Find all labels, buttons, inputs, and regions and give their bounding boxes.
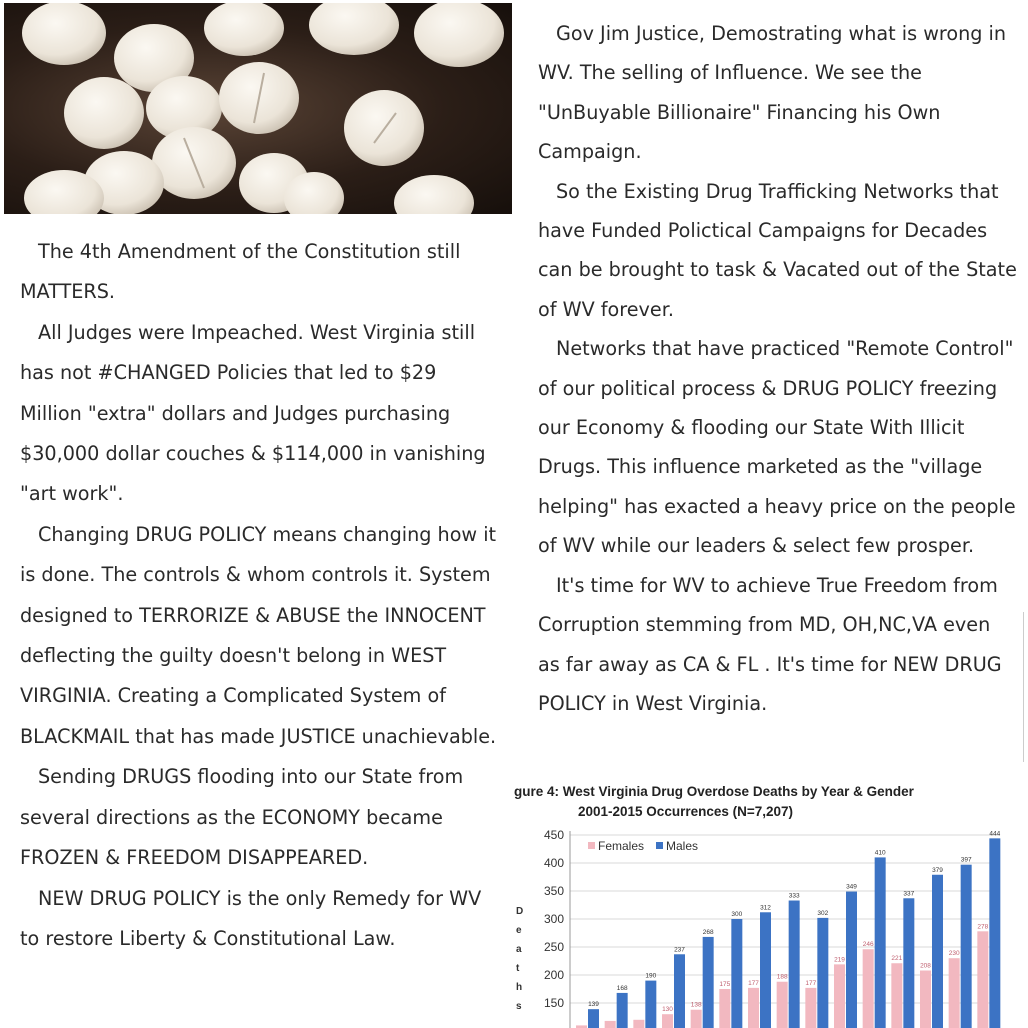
left-paragraph-5: NEW DRUG POLICY is the only Remedy for WV to restore Liberty & Constitutional Law. <box>20 886 482 950</box>
y-tick-label: 250 <box>543 940 564 954</box>
bar-males <box>961 865 972 1028</box>
bar-males <box>588 1009 599 1028</box>
bar-males <box>760 912 771 1028</box>
data-label: 219 <box>834 956 845 964</box>
right-text-column <box>538 14 1018 723</box>
data-label: 138 <box>690 1001 702 1009</box>
y-tick-label: 400 <box>543 856 564 870</box>
bar-females <box>863 949 874 1028</box>
bar-males <box>703 937 714 1028</box>
left-paragraph-4: Sending DRUGS flooding into our State from several directions as the ECONOMY became FROZEN & FREEDOM DISAPPEARED. <box>20 765 464 870</box>
y-tick-label: 150 <box>543 996 564 1010</box>
bar-males <box>846 892 857 1028</box>
y-axis-label: e <box>516 925 522 936</box>
bar-females <box>605 1021 616 1028</box>
bar-males <box>789 901 800 1028</box>
y-axis-label: h <box>516 982 523 993</box>
bar-females <box>805 988 816 1028</box>
legend-swatch-females <box>588 842 595 849</box>
data-label: 130 <box>662 1006 673 1014</box>
chart-title: gure 4: West Virginia Drug Overdose Deaths by Year & Gender <box>514 784 914 799</box>
data-label: 379 <box>932 866 943 874</box>
data-label: 188 <box>776 973 788 981</box>
bar-males <box>817 918 828 1028</box>
data-label: 300 <box>731 911 743 918</box>
bar-females <box>777 982 788 1028</box>
y-axis-label: s <box>516 1001 522 1012</box>
data-label: 397 <box>960 856 972 864</box>
right-paragraph-3: Networks that have practiced "Remote Control" of our political process & DRUG POLICY freezing our Economy & flooding our State With Illicit Drugs. This influence marketed as the "village helping" has exacted a heavy price on the people of WV while our leaders & select few prosper. <box>538 337 1016 558</box>
pills-photo <box>4 3 512 214</box>
bar-females <box>920 971 931 1028</box>
right-paragraph-2: So the Existing Drug Trafficking Networks that have Funded Polictical Campaigns for Decades can be brought to task & Vacated out of the State of WV forever. <box>538 179 1017 321</box>
bar-males <box>875 857 886 1028</box>
y-tick-label: 450 <box>543 828 564 842</box>
bar-females <box>949 958 960 1028</box>
bar-males <box>932 875 943 1028</box>
y-tick-label: 300 <box>543 912 564 926</box>
data-label: 177 <box>805 979 817 987</box>
pills-image <box>4 3 512 214</box>
bar-males <box>645 981 656 1028</box>
data-label: 333 <box>788 892 800 900</box>
bar-females <box>977 931 988 1028</box>
data-label: 237 <box>674 946 685 954</box>
data-label: 190 <box>645 972 657 980</box>
data-label: 208 <box>920 962 931 970</box>
legend-swatch-males <box>656 842 663 849</box>
y-axis-label: a <box>516 944 522 955</box>
bar-males <box>989 838 1000 1028</box>
y-axis-label: t <box>516 963 520 974</box>
y-tick-label: 350 <box>543 884 564 898</box>
data-label: 410 <box>874 849 886 857</box>
legend-label-females: Females <box>598 839 645 853</box>
y-tick-label: 200 <box>543 968 564 982</box>
data-label: 444 <box>989 830 1001 838</box>
bar-males <box>903 898 914 1028</box>
data-label: 230 <box>948 950 960 958</box>
pill-group <box>22 3 504 214</box>
bar-females <box>691 1010 702 1028</box>
bar-females <box>633 1020 644 1028</box>
data-label: 139 <box>588 1001 599 1009</box>
data-label: 221 <box>891 955 903 963</box>
data-label: 312 <box>760 904 771 912</box>
left-paragraph-2: All Judges were Impeached. West Virginia still has not #CHANGED Policies that led to $29 Million "extra" dollars and Judges purchasing $30,000 dollar couches & $114,000 in vanishing "art work". <box>20 320 486 506</box>
data-label: 302 <box>817 909 829 917</box>
chart-subtitle: 2001-2015 Occurrences (N=7,207) <box>578 804 794 819</box>
data-label: 268 <box>702 928 714 936</box>
left-text-column <box>20 232 500 959</box>
data-label: 177 <box>748 979 759 987</box>
data-label: 349 <box>846 883 857 891</box>
bar-females <box>662 1014 673 1028</box>
bar-females <box>748 988 759 1028</box>
bar-females <box>891 963 902 1028</box>
bar-females <box>719 989 730 1028</box>
y-axis-label: D <box>516 906 524 917</box>
bar-females <box>834 964 845 1028</box>
overdose-chart <box>508 772 1016 1028</box>
data-label: 175 <box>719 981 731 988</box>
legend-label-males: Males <box>666 839 699 853</box>
data-label: 168 <box>616 984 628 992</box>
right-paragraph-1: Gov Jim Justice, Demostrating what is wrong in WV. The selling of Influence. We see the "UnBuyable Billionaire" Financing his Own Campaign. <box>538 22 1007 164</box>
divider-line <box>1023 612 1024 762</box>
bar-males <box>674 954 685 1028</box>
data-label: 278 <box>977 923 989 931</box>
data-label: 337 <box>903 890 915 898</box>
left-paragraph-3: Changing DRUG POLICY means changing how it is done. The controls & whom controls it. System designed to TERRORIZE & ABUSE the INNOCENT deflecting the guilty doesn't belong in WEST VIRGINIA. Creating a Complicated System of BLACKMAIL that has made JUSTICE unachievable. <box>20 522 497 748</box>
left-paragraph-1: The 4th Amendment of the Constitution still MATTERS. <box>20 240 461 304</box>
right-paragraph-4: It's time for WV to achieve True Freedom from Corruption stemming from MD, OH,NC,VA even as far away as CA & FL . It's time for NEW DRUG POLICY in West Virginia. <box>538 573 1002 715</box>
bar-males <box>731 919 742 1028</box>
bar-males <box>617 993 628 1028</box>
data-label: 246 <box>862 941 874 949</box>
